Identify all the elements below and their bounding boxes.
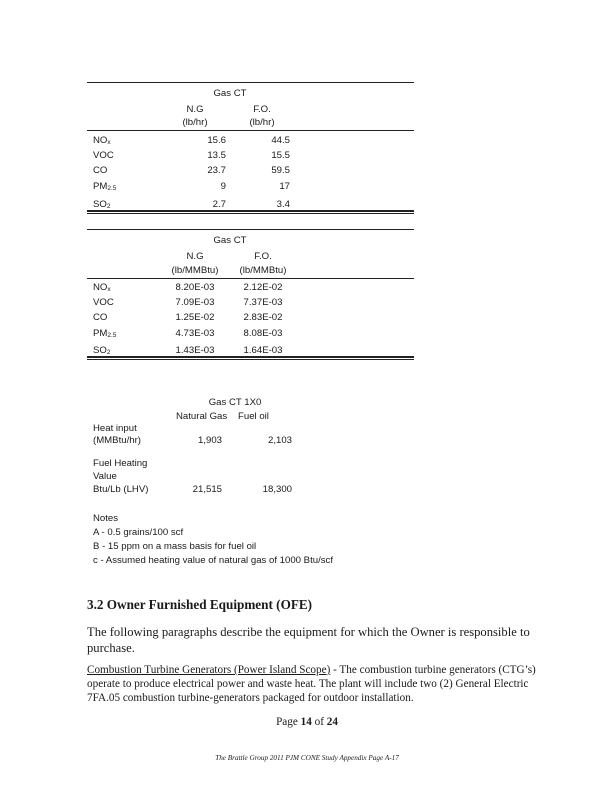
- page-number: Page 14 of 24: [276, 716, 338, 728]
- fuel-heating-fo: 18,300: [262, 484, 292, 495]
- note-b: B - 15 ppm on a mass basis for fuel oil: [93, 541, 257, 552]
- ctg-scope-link: Combustion Turbine Generators (Power Island Scope): [87, 664, 331, 676]
- table1-col-fo: F.O.: [253, 104, 271, 115]
- table1-header-rule: [87, 130, 414, 131]
- table1-row-label: $NO_x$: [93, 135, 111, 146]
- table2-unit-ng: (lb/MMBtu): [171, 265, 219, 276]
- table1-row-label: CO: [93, 165, 108, 176]
- fuel-heating-ng: 21,515: [192, 484, 222, 495]
- note-c: c - Assumed heating value of natural gas of 1000 Btu/scf: [93, 555, 333, 566]
- fuel-heating-unit: Btu/Lb (LHV): [93, 484, 149, 495]
- table1-row-label: $SO_2$: [93, 199, 111, 210]
- table2-ng-value: 1.25E-02: [175, 312, 215, 323]
- table2-fo-value: 2.83E-02: [243, 312, 283, 323]
- table1-ng-value: 2.7: [212, 199, 226, 210]
- table2-col-ng: N.G: [186, 251, 204, 262]
- table2-ng-value: 8.20E-03: [175, 282, 215, 293]
- table2-fo-value: 1.64E-03: [243, 345, 283, 356]
- table2-unit-fo: (lb/MMBtu): [239, 265, 287, 276]
- table2-row-label: CO: [93, 312, 108, 323]
- table1-fo-value: 3.4: [276, 199, 290, 210]
- table2-ng-value: 4.73E-03: [175, 328, 215, 339]
- table1-bottom-rule: [87, 210, 414, 212]
- table3-col-ng: Natural Gas: [176, 411, 228, 422]
- table2-fo-value: 8.08E-03: [243, 328, 283, 339]
- heat-input-fo: 2,103: [267, 435, 292, 446]
- table1-ng-value: 13.5: [207, 150, 226, 161]
- heat-input-unit: (MMBtu/hr): [93, 435, 141, 446]
- table1-unit-fo: (lb/hr): [249, 117, 275, 128]
- table1-ng-value: 23.7: [207, 165, 226, 176]
- note-a: A - 0.5 grains/100 scf: [93, 527, 184, 538]
- table2-row-label: $SO_2$: [93, 345, 111, 356]
- table2-top-rule: [87, 229, 414, 230]
- table1-title: Gas CT: [213, 88, 247, 99]
- table1-fo-value: 15.5: [271, 150, 290, 161]
- table2-row-label: VOC: [93, 297, 114, 308]
- table1-bottom-rule-2: [87, 213, 414, 214]
- table2-ng-value: 7.09E-03: [175, 297, 215, 308]
- table1-fo-value: 59.5: [271, 165, 290, 176]
- fuel-heating-label-2: Value: [93, 471, 117, 482]
- table3-col-fo: Fuel oil: [238, 411, 269, 422]
- table1-top-rule: [87, 82, 414, 83]
- table2-ng-value: 1.43E-03: [175, 345, 215, 356]
- table1-row-label: $PM_{2.5}$: [93, 181, 117, 192]
- table2-title: Gas CT: [213, 235, 247, 246]
- heat-input-ng: 1,903: [197, 435, 222, 446]
- table1-ng-value: 15.6: [207, 135, 226, 146]
- fuel-heating-label: Fuel Heating: [93, 458, 148, 469]
- heat-input-label: Heat input: [93, 423, 137, 434]
- table2-bottom-rule-2: [87, 359, 414, 360]
- section-paragraph-1: The following paragraphs describe the equipment for which the Owner is responsible to purchase.: [87, 625, 530, 655]
- notes-heading: Notes: [93, 513, 119, 524]
- table1-ng-value: 9: [220, 181, 226, 192]
- table2-header-rule: [87, 278, 414, 279]
- table2-fo-value: 2.12E-02: [243, 282, 283, 293]
- table3-title: Gas CT 1X0: [208, 397, 262, 408]
- table1-unit-ng: (lb/hr): [182, 117, 208, 128]
- section-heading: 3.2 Owner Furnished Equipment (OFE): [87, 597, 313, 612]
- table1-row-label: VOC: [93, 150, 114, 161]
- table1-col-ng: N.G: [186, 104, 204, 115]
- footer-text: The Brattle Group 2011 PJM CONE Study Appendix Page A-17: [215, 754, 399, 762]
- table2-fo-value: 7.37E-03: [243, 297, 283, 308]
- table2-row-label: $NO_x$: [93, 282, 111, 293]
- table1-fo-value: 44.5: [271, 135, 290, 146]
- section-paragraph-2: Combustion Turbine Generators (Power Island Scope) - The combustion turbine generators (CTG’s) operate to produce electrical power and waste heat. The plant will include two (2) General Electric 7FA.05 combustion turbine-generators packaged for outdoor installation.: [87, 664, 536, 704]
- table2-col-fo: F.O.: [254, 251, 272, 262]
- table2-bottom-rule: [87, 356, 414, 358]
- table2-row-label: $PM_{2.5}$: [93, 328, 117, 339]
- table1-fo-value: 17: [279, 181, 290, 192]
